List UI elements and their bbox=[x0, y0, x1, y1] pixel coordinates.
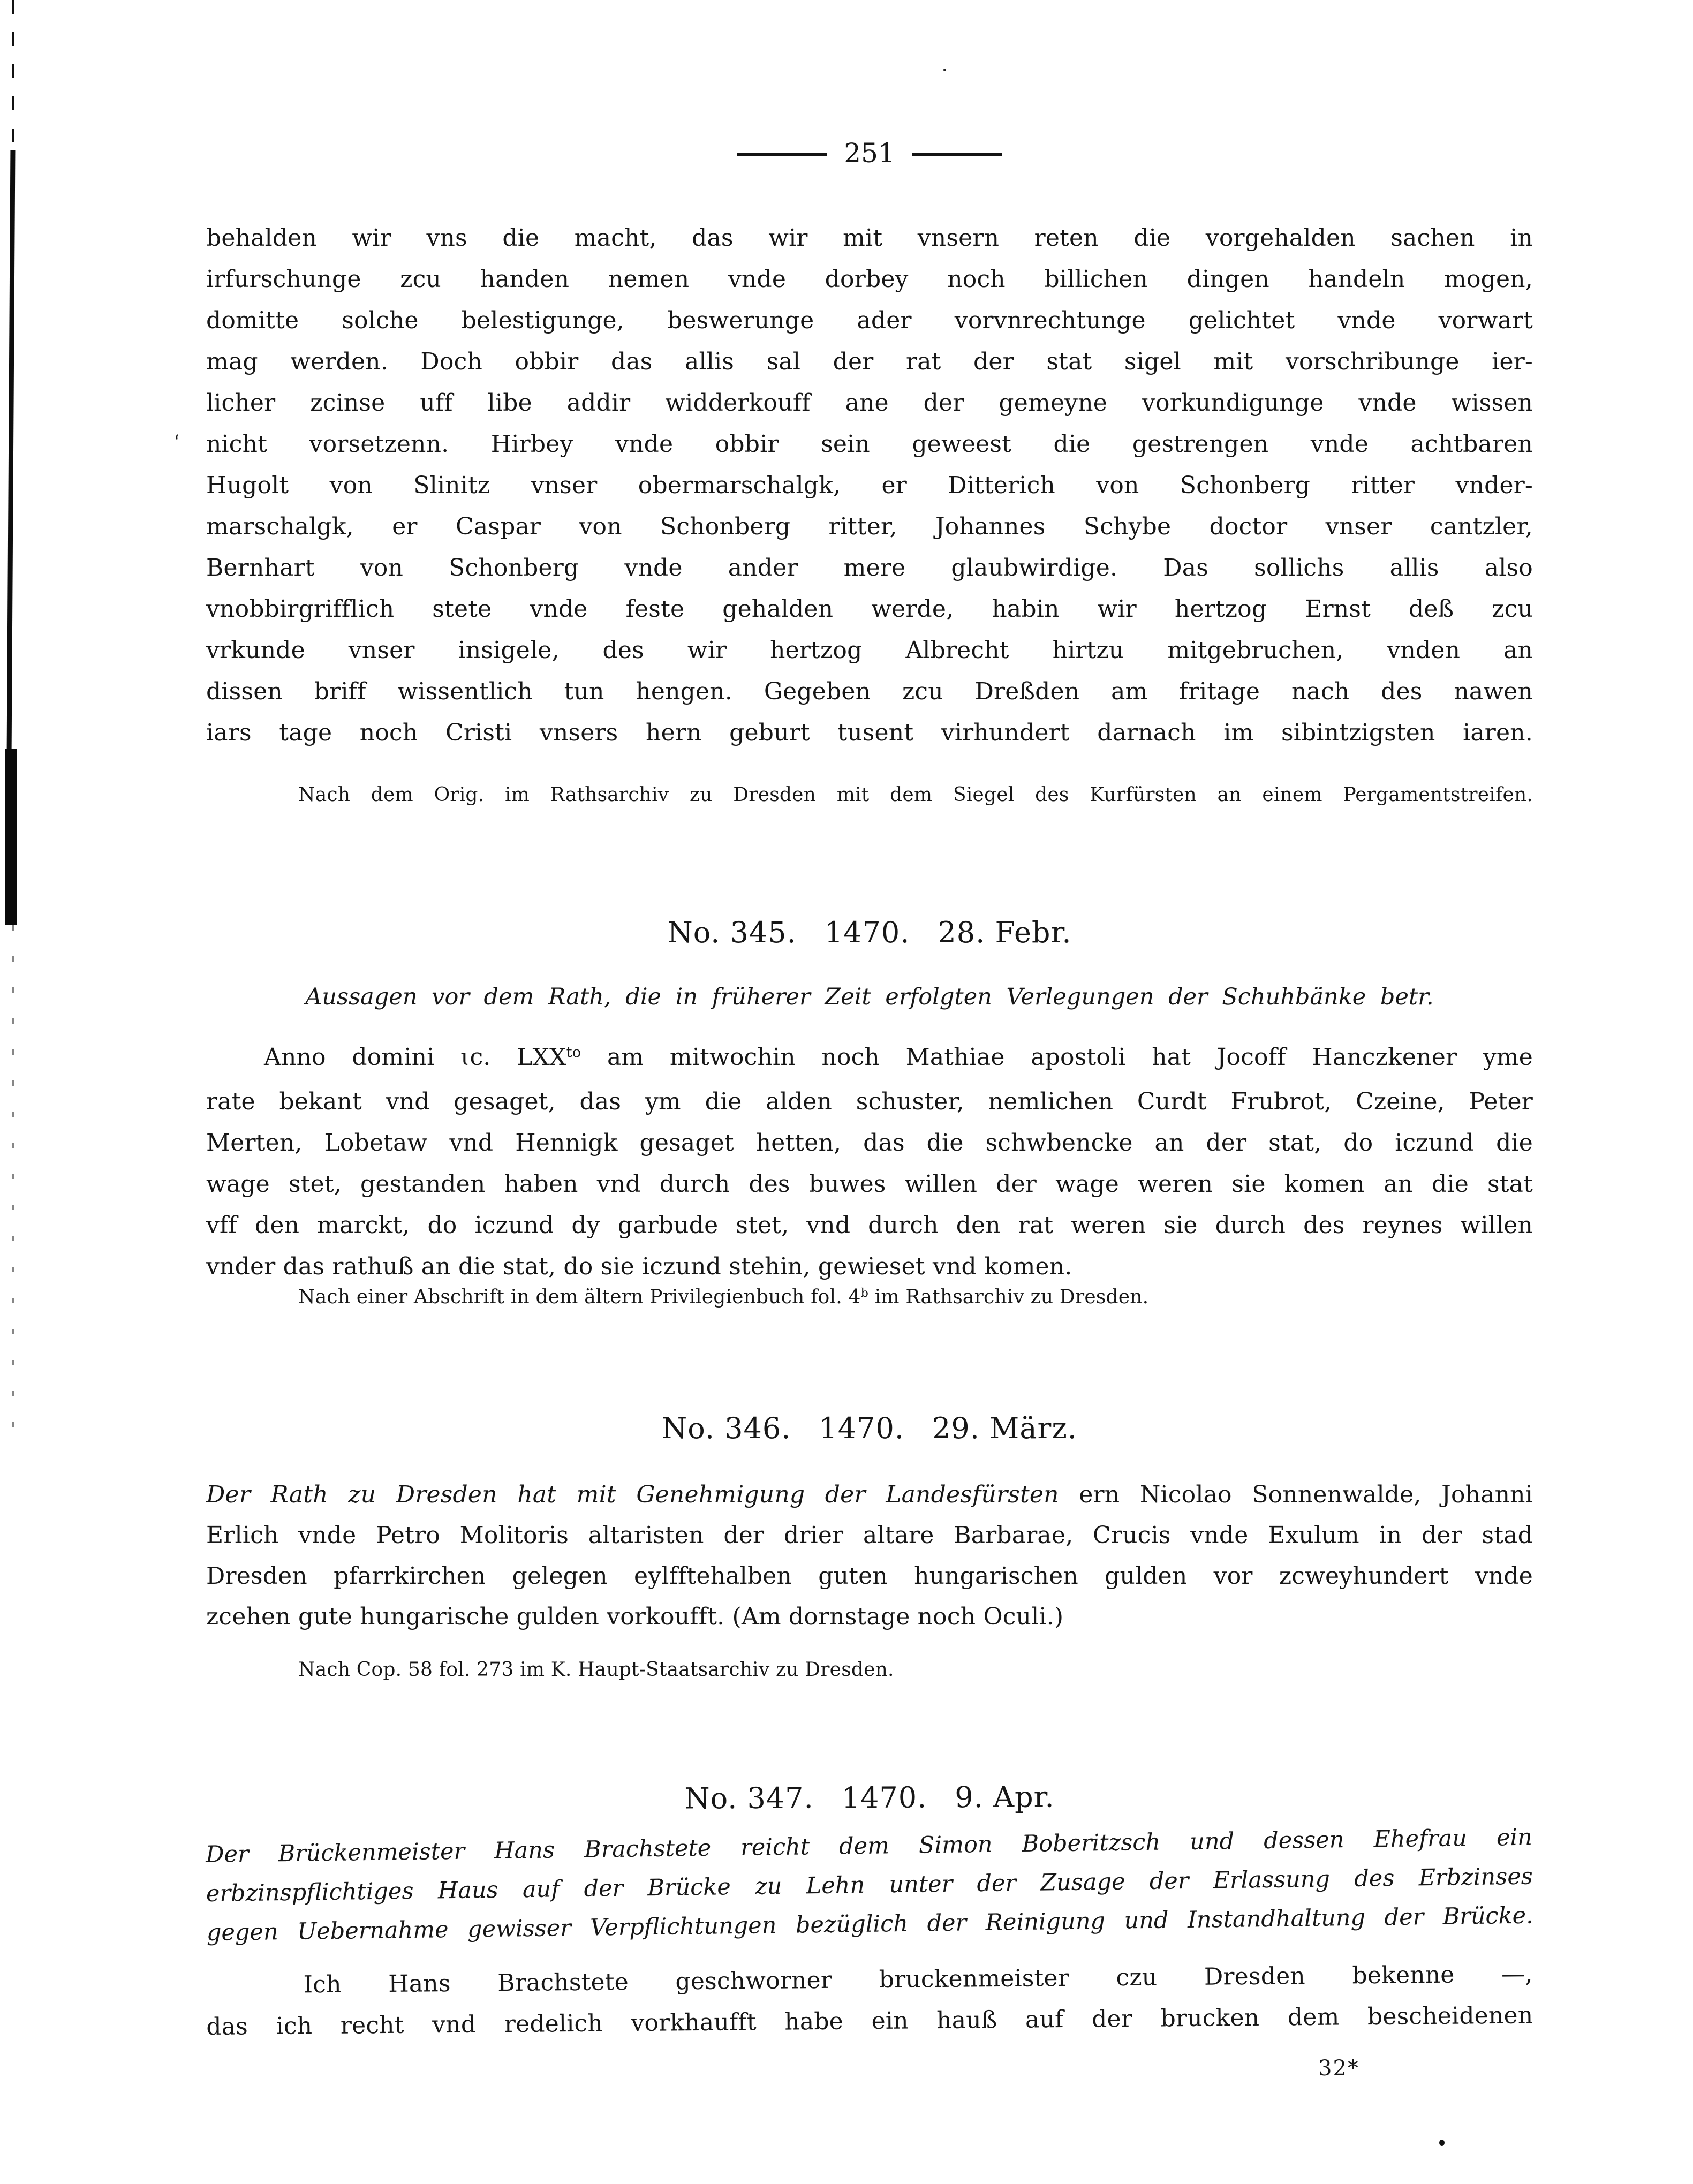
text-line: das ich recht vnd redelich vorkhaufft habe ein hauß auf der brucken dem bescheidenen bbox=[206, 2001, 1533, 2041]
text-line: rate bekant vnd gesaget, das ym die alden schuster, nemlichen Curdt Frubrot, Czeine, Peter bbox=[206, 1088, 1533, 1115]
text-line: Bernhart von Schonberg vnde ander mere glaubwirdige. Das sollichs allis also bbox=[206, 554, 1533, 581]
entry-heading-345 bbox=[206, 911, 1533, 954]
source-note: Nach Cop. 58 fol. 273 im K. Haupt-Staatsarchiv zu Dresden. bbox=[298, 1659, 894, 1681]
text-line: zcehen gute hungarische gulden vorkoufft. (Am dornstage noch Oculi.) bbox=[206, 1603, 1064, 1630]
scan-speck-margin: ‘ bbox=[172, 431, 183, 454]
entry-number: No. 347. bbox=[684, 1781, 814, 1816]
page-number: 251 bbox=[844, 138, 895, 169]
source-note: Nach einer Abschrift in dem ältern Privilegienbuch fol. 4$^b$ im Rathsarchiv zu Dresden. bbox=[298, 1286, 1149, 1308]
text-line: vnobbirgrifflich stete vnde feste gehalden werde, habin wir hertzog Ernst deß zcu bbox=[206, 595, 1533, 623]
header-rule-left bbox=[737, 153, 827, 156]
text-line: wage stet, gestanden haben vnd durch des buwes willen der wage weren sie komen an die stat bbox=[206, 1170, 1533, 1198]
text-line: erbzinspflichtiges Haus auf der Brücke zu Lehn unter der Zusage der Erlassung des Erbzinses bbox=[206, 1863, 1533, 1907]
text-line: Merten, Lobetaw vnd Hennigk gesaget hetten, das die schwbencke an der stat, do iczund die bbox=[206, 1129, 1533, 1157]
text-line: gegen Uebernahme gewisser Verpflichtungen bezüglich der Reinigung und Instandhaltung der Brücke. bbox=[206, 1902, 1534, 1946]
entry-body-347 bbox=[206, 1953, 1533, 2047]
text-line: Anno domini ɩc. $LXX^{to}$ am mitwochin noch Mathiae apostoli hat Jocoff Hanczkener yme bbox=[264, 1044, 1533, 1071]
sheet-signature-mark: 32* bbox=[1318, 2056, 1359, 2081]
text-line: Dresden pfarrkirchen gelegen eylfftehalben guten hungarischen gulden vor zcweyhundert vnde bbox=[206, 1562, 1533, 1590]
text-line: marschalgk, er Caspar von Schonberg ritter, Johannes Schybe doctor vnser cantzler, bbox=[206, 513, 1533, 540]
scan-gutter-line-top bbox=[12, 0, 14, 161]
roman-numeral: LXX bbox=[517, 1044, 566, 1071]
scan-gutter-line-bottom bbox=[12, 925, 14, 1439]
regest-italic: Der Rath zu Dresden hat mit Genehmigung der Landesfürsten bbox=[206, 1481, 1059, 1508]
text-line: mag werden. Doch obbir das allis sal der rat der stat sigel mit vorschribunge ier- bbox=[206, 348, 1533, 375]
entry-heading-347 bbox=[206, 1774, 1533, 1823]
entry-year: 1470. bbox=[824, 916, 910, 949]
entry-date: 28. Febr. bbox=[938, 916, 1072, 949]
text-line: Der Rath zu Dresden hat mit Genehmigung der Landesfürsten ern Nicolao Sonnenwalde, Johanni bbox=[206, 1481, 1533, 1508]
entry-year: 1470. bbox=[841, 1780, 927, 1815]
page-header bbox=[206, 132, 1533, 175]
superscript: b bbox=[860, 1286, 869, 1300]
text-line: domitte solche belestigunge, beswerunge ader vorvnrechtunge gelichtet vnde vorwart bbox=[206, 307, 1533, 334]
text-line: Erlich vnde Petro Molitoris altaristen der drier altare Barbarae, Crucis vnde Exulum in der stad bbox=[206, 1522, 1533, 1549]
entry-summary-345: Aussagen vor dem Rath, die in früherer Zeit erfolgten Verlegungen der Schuhbänke betr. bbox=[305, 984, 1434, 1010]
text-line: vrkunde vnser insigele, des wir hertzog Albrecht hirtzu mitgebruchen, vnden an bbox=[206, 637, 1533, 664]
text-line: vnder das rathuß an die stat, do sie iczund stehin, gewieset vnd komen. bbox=[206, 1253, 1072, 1280]
text-line: Der Brückenmeister Hans Brachstete reicht dem Simon Boberitzsch und dessen Ehefrau ein bbox=[205, 1824, 1533, 1869]
entry-summary-347 bbox=[206, 1818, 1534, 1953]
superscript: to bbox=[566, 1044, 581, 1061]
text-line: irfurschunge zcu handen nemen vnde dorbey noch billichen dingen handeln mogen, bbox=[206, 266, 1533, 293]
scan-speck-dot bbox=[1439, 2140, 1445, 2146]
text-line: Ich Hans Brachstete geschworner bruckenmeister czu Dresden bekenne —, bbox=[303, 1960, 1533, 1999]
entry-body-345 bbox=[206, 1037, 1533, 1287]
continuation-paragraph bbox=[206, 217, 1533, 753]
text-line: Hugolt von Slinitz vnser obermarschalgk, er Ditterich von Schonberg ritter vnder- bbox=[206, 472, 1533, 499]
header-rule-right bbox=[912, 153, 1002, 156]
entry-date: 29. März. bbox=[932, 1411, 1077, 1445]
text-line: iars tage noch Cristi vnsers hern geburt tusent virhundert darnach im sibintzigsten iaren. bbox=[206, 719, 1533, 746]
entry-body-346 bbox=[206, 1475, 1533, 1637]
entry-heading-346 bbox=[206, 1407, 1533, 1450]
source-note: Nach dem Orig. im Rathsarchiv zu Dresden mit dem Siegel des Kurfürsten an einem Pergamentstreifen. bbox=[298, 784, 1533, 806]
entry-number: No. 345. bbox=[667, 916, 797, 949]
scan-speck-dot-small bbox=[943, 69, 946, 71]
text-line: vff den marckt, do iczund dy garbude stet, vnd durch den rat weren sie durch des reynes willen bbox=[206, 1212, 1533, 1239]
scan-gutter-line-thick bbox=[5, 749, 17, 925]
entry-year: 1470. bbox=[819, 1411, 904, 1445]
entry-number: No. 346. bbox=[662, 1411, 791, 1445]
text-line: nicht vorsetzenn. Hirbey vnde obbir sein geweest die gestrengen vnde achtbaren bbox=[206, 430, 1533, 458]
text-line: licher zcinse uff libe addir widderkouff ane der gemeyne vorkundigunge vnde wissen bbox=[206, 389, 1533, 417]
entry-date: 9. Apr. bbox=[955, 1780, 1055, 1815]
text-line: dissen briff wissentlich tun hengen. Gegeben zcu Dreßden am fritage nach des nawen bbox=[206, 678, 1533, 705]
text-line: behalden wir vns die macht, das wir mit vnsern reten die vorgehalden sachen in bbox=[206, 224, 1533, 252]
scan-gutter-line-mid bbox=[7, 150, 16, 755]
